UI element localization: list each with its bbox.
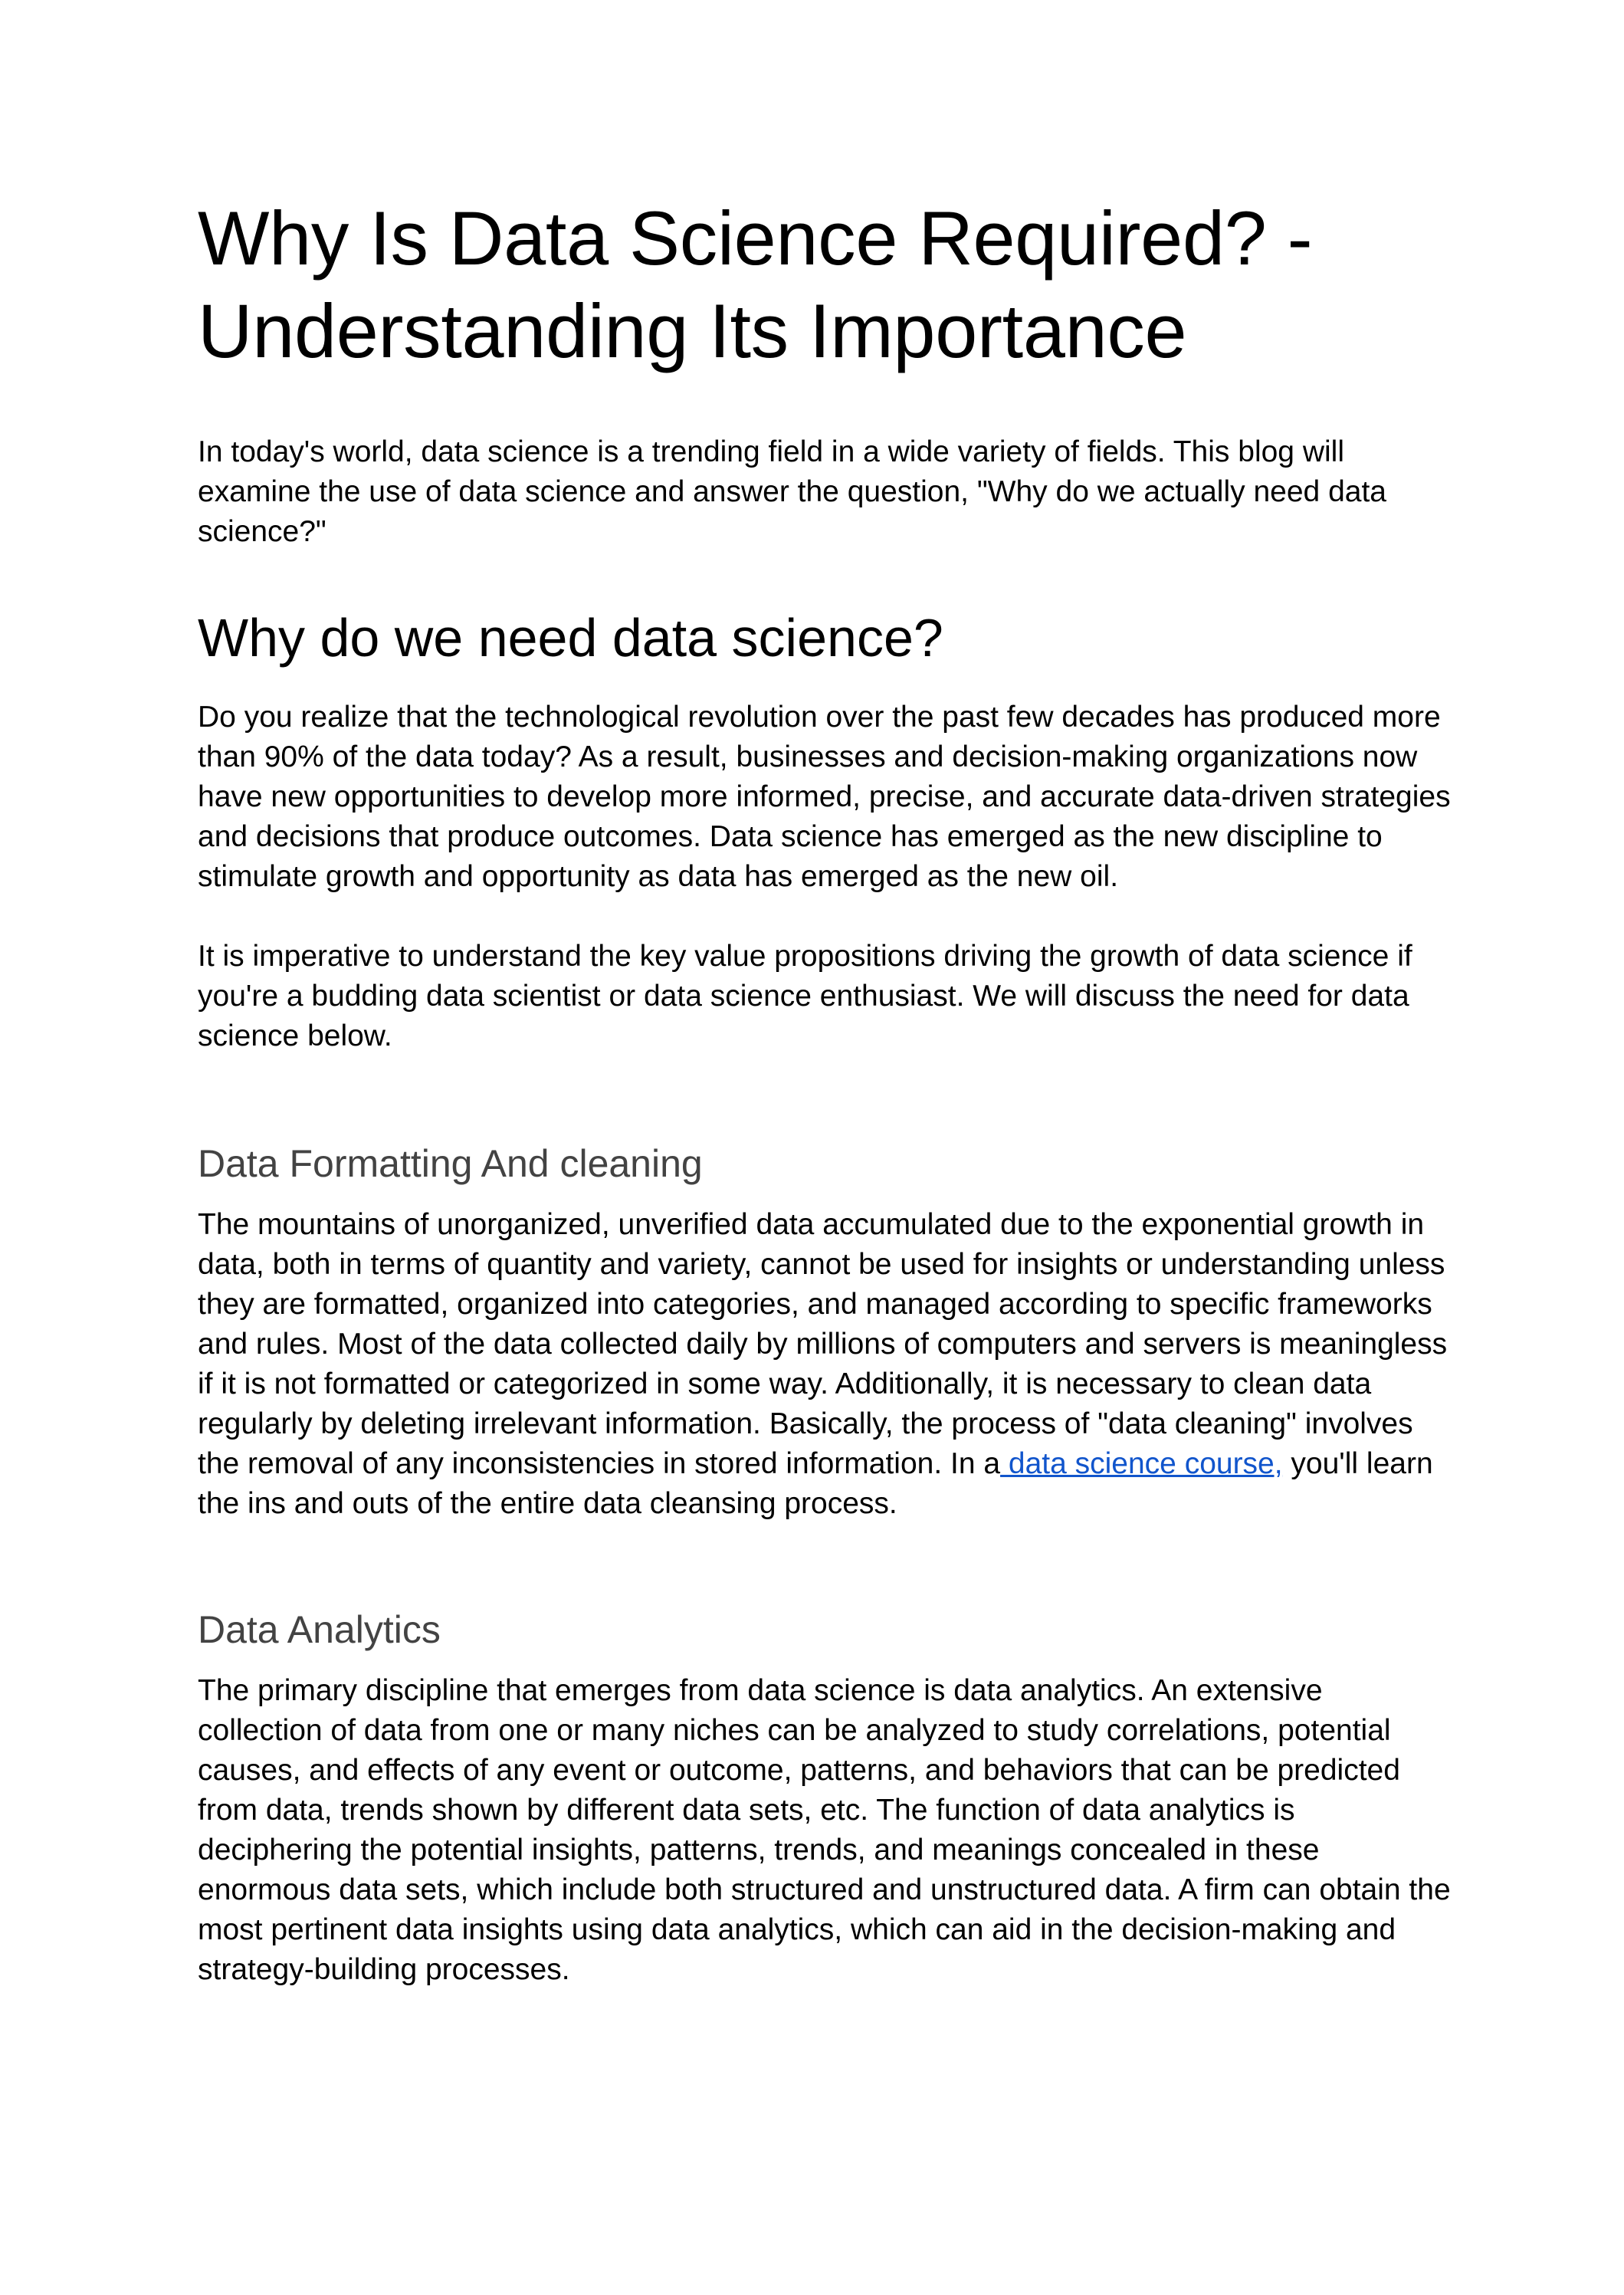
need-paragraph-1: Do you realize that the technological revolution over the past few decades has produced more than 90% of the data today? As a result, businesses and decision-making organizations now have new opportunities to develop more informed, precise, and accurate data-driven strategies and decisions that produce outcomes. Data science has emerged as the new discipline to stimulate growth and opportunity as data has emerged as the new oil. xyxy=(198,701,1451,893)
formatting-paragraph xyxy=(198,1205,1455,1524)
analytics-paragraph: The primary discipline that emerges from data science is data analytics. An extensive collection of data from one or many niches can be analyzed to study correlations, potential causes, and effects of any event or outcome, patterns, and behaviors that can be predicted from data, trends shown by different data sets, etc. The function of data analytics is deciphering the potential insights, patterns, trends, and meanings concealed in these enormous data sets, which include both structured and unstructured data. A firm can obtain the most pertinent data insights using data analytics, which can aid in the decision-making and strategy-building processes. xyxy=(198,1674,1451,1986)
document-page xyxy=(198,192,1455,1986)
section-heading-analytics: Data Analytics xyxy=(198,1608,441,1651)
section-heading-formatting: Data Formatting And cleaning xyxy=(198,1142,703,1185)
section-heading-need: Why do we need data science? xyxy=(198,608,943,668)
formatting-text-before-link: The mountains of unorganized, unverified data accumulated due to the exponential growth in data, both in terms of quantity and variety, cannot be used for insights or understanding unless they are formatted, organized into categories, and managed according to specific frameworks and rules. Most of the data collected daily by millions of computers and servers is meaningless if it is not formatted or categorized in some way. Additionally, it is necessary to clean data regularly by deleting irrelevant information. Basically, the process of "data cleaning" involves the removal of any inconsistencies in stored information. In a xyxy=(198,1208,1448,1480)
data-science-course-link[interactable]: data science course, xyxy=(1000,1447,1283,1480)
intro-paragraph: In today's world, data science is a trending field in a wide variety of fields. This blog will examine the use of data science and answer the question, "Why do we actually need data science?" xyxy=(198,435,1386,548)
formatting-text-after-link: you'll learn the ins and outs of the entire data cleansing process. xyxy=(198,1447,1433,1520)
document-title: Why Is Data Science Required? - Understanding Its Importance xyxy=(198,195,1313,373)
need-paragraph-2: It is imperative to understand the key value propositions driving the growth of data science if you're a budding data scientist or data science enthusiast. We will discuss the need for data science below. xyxy=(198,940,1412,1052)
